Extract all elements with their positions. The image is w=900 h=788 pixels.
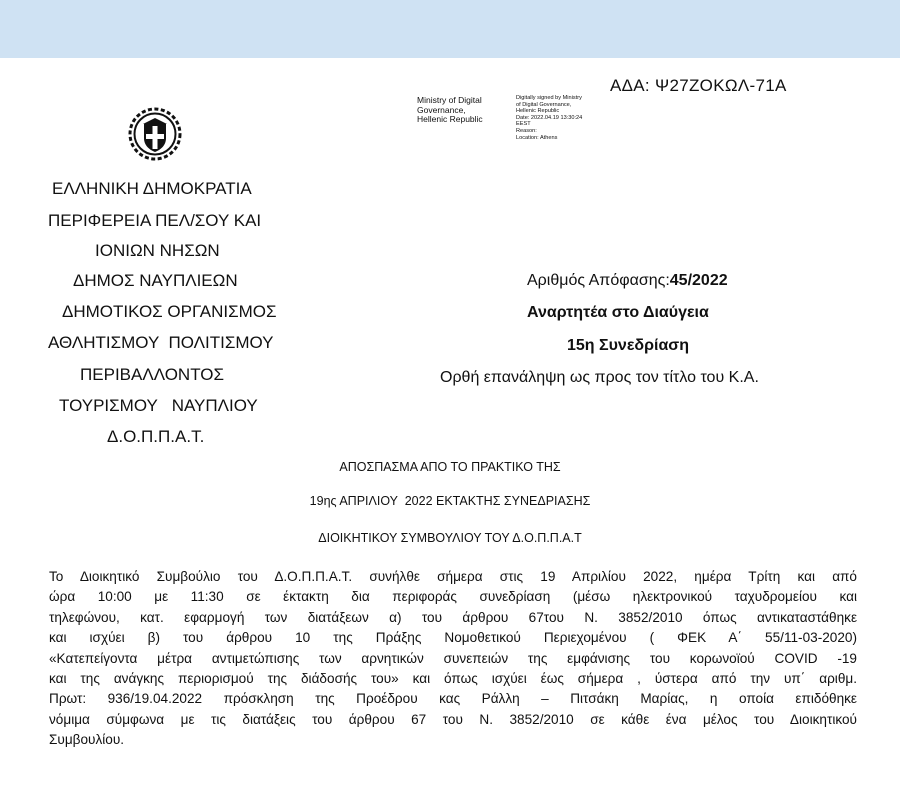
paragraph-line: τηλεφώνου, κατ. εφαρμογή των διατάξεων α) του άρθρου 67του Ν. 3852/2010 όπως αντικαταστάθηκε [49, 609, 857, 625]
paragraph-line: Πρωτ: 936/19.04.2022 πρόσκληση της Προέδρου κας Ράλλη – Πιτσάκη Μαρίας, η οποία επιδόθηκε [49, 691, 857, 707]
authority-line: ΠΕΡΙΒΑΛΛΟΝΤΟΣ [80, 365, 225, 384]
decision-number-value: 45/2022 [669, 272, 728, 289]
paragraph-line: «Κατεπείγοντα μέτρα αντιμετώπισης των αρνητικών συνεπειών της εμφάνισης του κορωνοϊού COVID -19 [49, 650, 857, 666]
signature-line: Reason: [516, 127, 537, 134]
signature-line: Digitally signed by Ministry [516, 95, 582, 101]
signer-line: Hellenic Republic [417, 114, 483, 124]
decision-number [527, 272, 728, 290]
signature-line: Date: 2022.04.19 13:30:24 [516, 114, 583, 121]
paragraph-line: και της ανάγκης περιορισμού της διάδοσής του» και όπως ισχύει έως σήμερα , ύστερα από την υπ΄ αριθμ. [49, 671, 857, 687]
authority-line: ΕΛΛΗΝΙΚΗ ΔΗΜΟΚΡΑΤΙΑ [52, 179, 252, 198]
session-number: 15η Συνεδρίαση [567, 337, 690, 354]
signer-line: Ministry of Digital [417, 95, 482, 105]
authority-line: ΔΗΜΟΣ ΝΑΥΠΛΙΕΩΝ [73, 271, 238, 290]
extract-title-line1: ΑΠΟΣΠΑΣΜΑ ΑΠΟ ΤΟ ΠΡΑΚΤΙΚΟ ΤΗΣ [339, 460, 561, 474]
paragraph-line: και ισχύει β) του άρθρου 10 της Πράξης Νομοθετικού Περιεχομένου ( ΦΕΚ Α΄ 55/11-03-2020) [49, 630, 857, 646]
paragraph-line: νόμιμα σύμφωνα με τις διατάξεις του άρθρου 67 του Ν. 3852/2010 σε κάθε ένα μέλος του Διοικητικού [49, 711, 857, 727]
signature-line: EEST [516, 121, 531, 128]
signature-line: Hellenic Republic [516, 108, 560, 115]
signature-line: of Digital Governance, [516, 101, 572, 108]
authority-line: ΔΗΜΟΤΙΚΟΣ ΟΡΓΑΝΙΣΜΟΣ [62, 302, 277, 321]
hellenic-republic-emblem-icon [127, 104, 183, 162]
signature-line: Location: Athens [516, 134, 558, 141]
decision-number-label: Αριθμός Απόφασης: [527, 272, 670, 289]
authority-line: ΠΕΡΙΦΕΡΕΙΑ ΠΕΛ/ΣΟΥ ΚΑΙ [48, 211, 262, 230]
signature-details [516, 95, 616, 141]
minutes-paragraph [49, 567, 857, 751]
extract-title-line3: ΔΙΟΙΚΗΤΙΚΟΥ ΣΥΜΒΟΥΛΙΟΥ ΤΟΥ Δ.Ο.Π.Π.Α.Τ [318, 531, 582, 545]
ada-code: ΑΔΑ: Ψ27ΖΟΚΩΛ-71Α [610, 76, 787, 95]
diavgeia-note: Αναρτητέα στο Διαύγεια [527, 304, 709, 321]
paragraph-line: ώρα 10:00 με 11:30 σε έκτακτη δια περιφοράς συνεδρίαση (μέσω ηλεκτρονικού ταχυδρομείου και [49, 589, 857, 605]
paragraph-line: Συμβουλίου. [49, 732, 125, 748]
paragraph-line: Το Διοικητικό Συμβούλιο του Δ.Ο.Π.Π.Α.Τ. συνήλθε σήμερα στις 19 Απριλίου 2022, ημέρα Τρίτη και από [49, 569, 857, 584]
authority-line: ΤΟΥΡΙΣΜΟΥ ΝΑΥΠΛΙΟΥ [59, 396, 258, 415]
digital-signer [417, 96, 483, 125]
correction-note: Ορθή επανάληψη ως προς τον τίτλο του Κ.Α. [440, 369, 759, 386]
signer-line: Governance, [417, 104, 466, 115]
authority-line: Δ.Ο.Π.Π.Α.Τ. [107, 427, 205, 446]
authority-line: ΑΘΛΗΤΙΣΜΟΥ ΠΟΛΙΤΙΣΜΟΥ [48, 333, 274, 352]
viewer-top-bar [0, 0, 900, 58]
extract-title-line2: 19ης ΑΠΡΙΛΙΟΥ 2022 ΕΚΤΑΚΤΗΣ ΣΥΝΕΔΡΙΑΣΗΣ [309, 494, 591, 508]
authority-line: ΙΟΝΙΩΝ ΝΗΣΩΝ [95, 241, 220, 260]
